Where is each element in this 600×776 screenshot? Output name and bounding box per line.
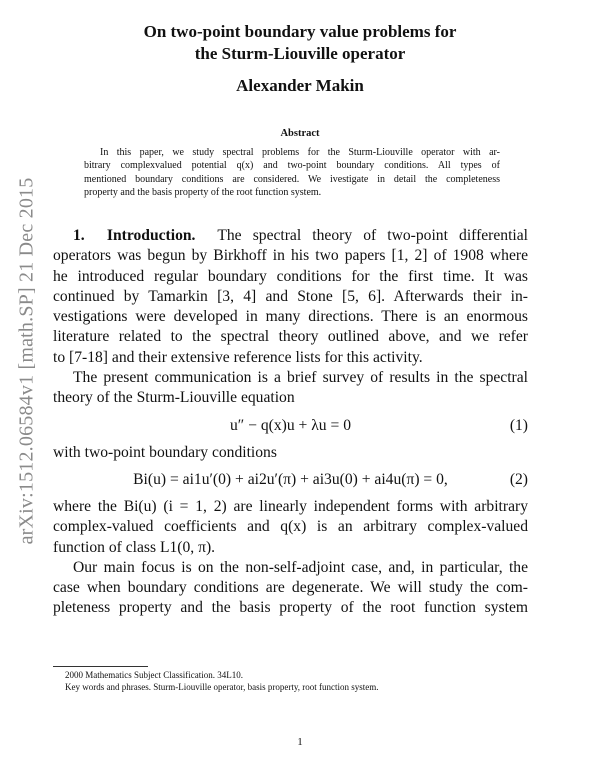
para-line: Our main focus is on the non-self-adjoint case, and, in particular, the [73,558,528,576]
arxiv-stamp-text: arXiv:1512.06584v1 [math.SP] 21 Dec 2015 [15,177,38,545]
page-number: 1 [297,736,303,748]
footnote-keywords: Key words and phrases. Sturm-Liouville operator, basis property, root function system. [65,682,379,692]
abstract-line: bitrary complexvalued potential q(x) and two-point boundary conditions. All types of [84,160,500,172]
paper-title [0,21,600,65]
title-line-1: On two-point boundary value problems for [143,22,457,41]
para-line: The spectral theory of two-point differential [217,227,529,244]
arxiv-stamp [2,176,52,546]
author-name: Alexander Makin [236,76,364,95]
abstract-heading: Abstract [280,128,320,139]
para-line: The present communication is a brief survey of results in the spectral [73,369,528,387]
footnote-rule [53,666,148,667]
abstract-text [84,146,500,200]
para-line: case when boundary conditions are degenerate. We will study the com- [53,579,528,597]
para-line: with two-point boundary conditions [53,443,277,461]
para-line: function of class L1(0, π). [53,538,216,556]
footnote-msc: 2000 Mathematics Subject Classification. 34L10. [65,670,243,680]
equation-1-body: u″ − q(x)u + λu = 0 [230,416,351,434]
title-line-2: the Sturm-Liouville operator [194,44,406,63]
para-line: complex-valued coefficients and q(x) is an arbitrary complex-valued [53,518,528,536]
abstract-line: In this paper, we study spectral problems for the Sturm-Liouville operator with ar- [100,147,500,158]
para-line: operators was begun by Birkhoff in his two papers [1, 2] of 1908 where [53,247,528,265]
intro-first-line [53,226,528,246]
para-line: to [7-18] and their extensive reference lists for this activity. [53,348,423,366]
section-heading: Introduction. [106,227,196,244]
para-line: literature related to the spectral theory outlined above, and we refer [53,328,528,346]
para-line: continued by Tamarkin [3, 4] and Stone [5, 6]. Afterwards their in- [53,287,528,305]
equation-2-body: Bi(u) = ai1u′(0) + ai2u′(π) + ai3u(0) + ai4u(π) = 0, [133,470,448,488]
para-line: he introduced regular boundary conditions for the first time. It was [53,267,528,285]
abstract-line: mentioned boundary conditions are considered. We ivestigate in detail the completeness [84,173,500,185]
para-line: theory of the Sturm-Liouville equation [53,389,295,407]
main-text [53,226,528,619]
equation-1-number: (1) [509,416,528,434]
para-line: where the Bi(u) (i = 1, 2) are linearly independent forms with arbitrary [53,497,528,515]
para-line: vestigations were developed in many directions. There is an enormous [53,308,528,326]
equation-2-number: (2) [509,470,528,488]
section-number: 1. [73,227,85,244]
abstract-line: property and the basis property of the root function system. [84,187,322,199]
footnotes [53,669,528,693]
para-line: pleteness property and the basis property of the root function system [53,599,528,617]
equation-2 [53,463,528,497]
equation-1 [53,409,528,443]
